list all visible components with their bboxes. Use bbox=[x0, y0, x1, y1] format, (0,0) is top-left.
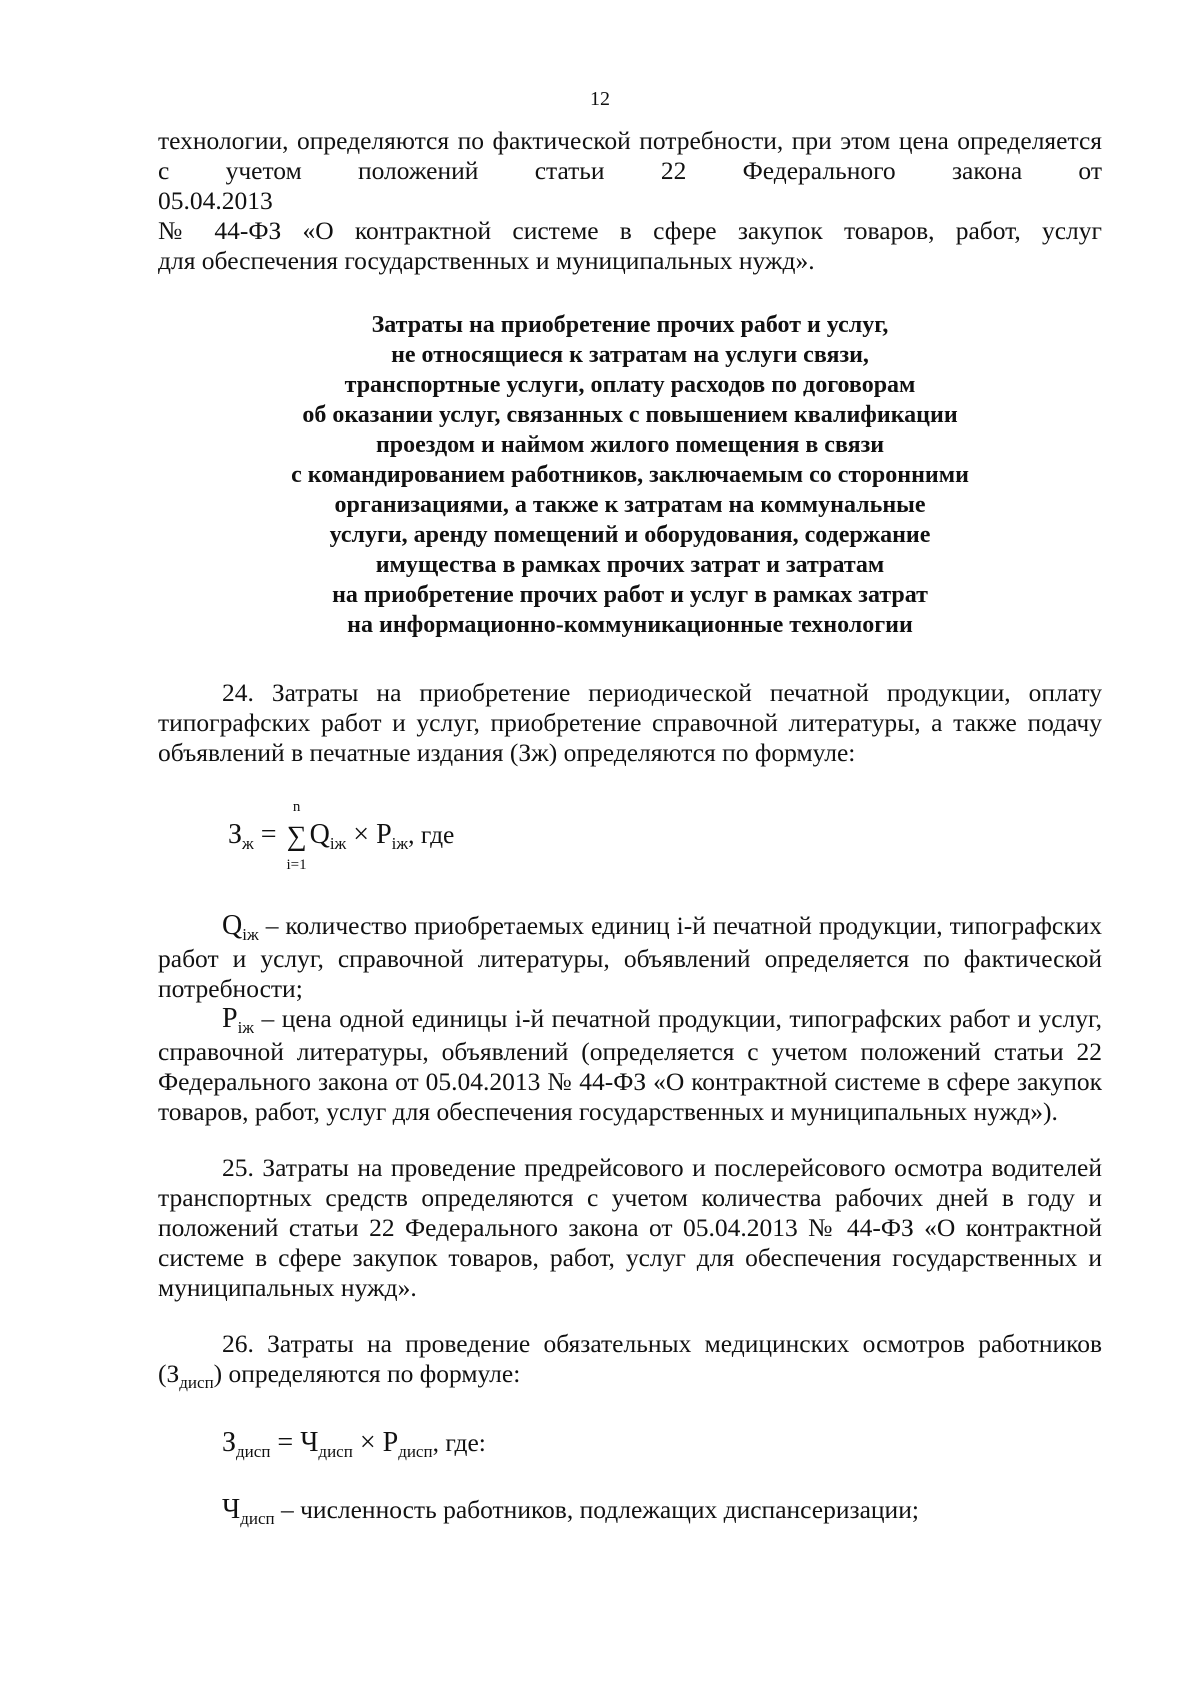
def-p-text: – цена одной единицы i-й печатной продукции, типографских работ и услуг, справочной литературы, объявлений (определяется с учетом положений статьи 22 Федерального закона от 05.04.2013 № 44-ФЗ «О контрактной системе в сфере закупок товаров, работ, услуг для обеспечения государственных и муниципальных нужд»). bbox=[158, 1004, 1102, 1126]
def-p-term: P bbox=[222, 1003, 238, 1034]
formula-q-sub: iж bbox=[329, 834, 347, 853]
paragraph-26 bbox=[158, 1329, 1102, 1392]
formula2-tail: , где: bbox=[432, 1428, 486, 1457]
def-q-term: Q bbox=[222, 910, 243, 941]
formula-zh bbox=[158, 798, 1102, 873]
formula2-ch-sub: дисп bbox=[318, 1442, 353, 1461]
heading-line: организациями, а также к затратам на коммунальные bbox=[334, 492, 926, 518]
intro-line-1: технологии, определяются по фактической потребности, при этом цена определяется bbox=[158, 126, 1102, 155]
paragraph-24: 24. Затраты на приобретение периодической печатной продукции, оплату типографских работ и услуг, приобретение справочной литературы, а также подачу объявлений в печатные издания (Зж) определяются по формуле: bbox=[158, 678, 1102, 767]
formula2-times: × bbox=[352, 1427, 383, 1458]
heading-line: на приобретение прочих работ и услуг в рамках затрат bbox=[332, 582, 928, 608]
intro-line-3: № 44-ФЗ «О контрактной системе в сфере закупок товаров, работ, услуг bbox=[158, 216, 1102, 245]
formula-lhs: З bbox=[228, 819, 243, 850]
page-number: 12 bbox=[590, 88, 610, 110]
formula-times: × bbox=[346, 819, 377, 850]
formula-lhs-sub: ж bbox=[242, 834, 254, 853]
definition-ch bbox=[158, 1495, 1102, 1528]
heading-line: об оказании услуг, связанных с повышением квалификации bbox=[302, 402, 958, 428]
formula2-ch: Ч bbox=[300, 1427, 319, 1458]
heading-line: на информационно-коммуникационные технологии bbox=[347, 612, 913, 638]
heading-line: Затраты на приобретение прочих работ и услуг, bbox=[371, 312, 889, 338]
formula-tail: , где bbox=[408, 820, 455, 849]
formula-p: P bbox=[376, 819, 392, 850]
sum-upper-limit: n bbox=[292, 798, 301, 815]
formula2-lhs: З bbox=[222, 1427, 237, 1458]
intro-last-line bbox=[158, 246, 1102, 276]
p26-text-a: 26. Затраты на проведение обязательных медицинских осмотров работников (З bbox=[158, 1329, 1102, 1388]
formula-p-sub: iж bbox=[391, 834, 409, 853]
intro-line-4: для обеспечения государственных и муниципальных нужд». bbox=[158, 246, 815, 275]
sum-symbol: ∑ bbox=[286, 820, 307, 852]
summation bbox=[284, 798, 310, 873]
def-p-sub: iж bbox=[237, 1018, 255, 1037]
def-q-sub: iж bbox=[242, 925, 259, 944]
def-q-text: – количество приобретаемых единиц i-й печатной продукции, типографских работ и услуг, справочной литературы, объявлений определяется по фактической потребности; bbox=[158, 911, 1102, 1003]
definition-q bbox=[158, 911, 1102, 1004]
formula2-p: P bbox=[382, 1427, 399, 1458]
def-ch-sub: дисп bbox=[240, 1509, 275, 1528]
formula2-lhs-sub: дисп bbox=[236, 1442, 271, 1461]
formula-q: Q bbox=[309, 819, 330, 850]
formula-equals: = bbox=[253, 819, 284, 850]
p26-text-sub: дисп bbox=[179, 1373, 214, 1392]
heading-line: транспортные услуги, оплату расходов по договорам bbox=[344, 372, 916, 398]
page-content bbox=[158, 126, 1102, 1528]
heading-line: имущества в рамках прочих затрат и затратам bbox=[375, 552, 885, 578]
paragraph-25: 25. Затраты на проведение предрейсового и послерейсового осмотра водителей транспортных средств определяются с учетом количества рабочих дней в году и положений статьи 22 Федерального закона от 05.04.2013 № 44-ФЗ «О контрактной системе в сфере закупок товаров, работ, услуг для обеспечения государственных и муниципальных нужд». bbox=[158, 1153, 1102, 1302]
heading-line: проездом и наймом жилого помещения в связи bbox=[375, 432, 885, 458]
sum-lower-limit: i=1 bbox=[286, 856, 307, 873]
heading-line: с командированием работников, заключаемым со сторонними bbox=[291, 462, 969, 488]
section-heading bbox=[158, 310, 1102, 640]
def-ch-term: Ч bbox=[222, 1494, 241, 1525]
heading-line: услуги, аренду помещений и оборудования, содержание bbox=[329, 522, 931, 548]
definition-p bbox=[158, 1004, 1102, 1127]
intro-paragraph bbox=[158, 126, 1102, 246]
p26-text-b: ) определяются по формуле: bbox=[213, 1359, 521, 1388]
formula-zdisp bbox=[158, 1428, 1102, 1461]
intro-line-2: с учетом положений статьи 22 Федерального закона от 05.04.2013 bbox=[158, 156, 1102, 215]
heading-line: не относящиеся к затратам на услуги связи, bbox=[391, 342, 869, 368]
formula2-p-sub: дисп bbox=[398, 1442, 433, 1461]
def-ch-text: – численность работников, подлежащих диспансеризации; bbox=[274, 1495, 919, 1524]
formula2-equals: = bbox=[270, 1427, 301, 1458]
